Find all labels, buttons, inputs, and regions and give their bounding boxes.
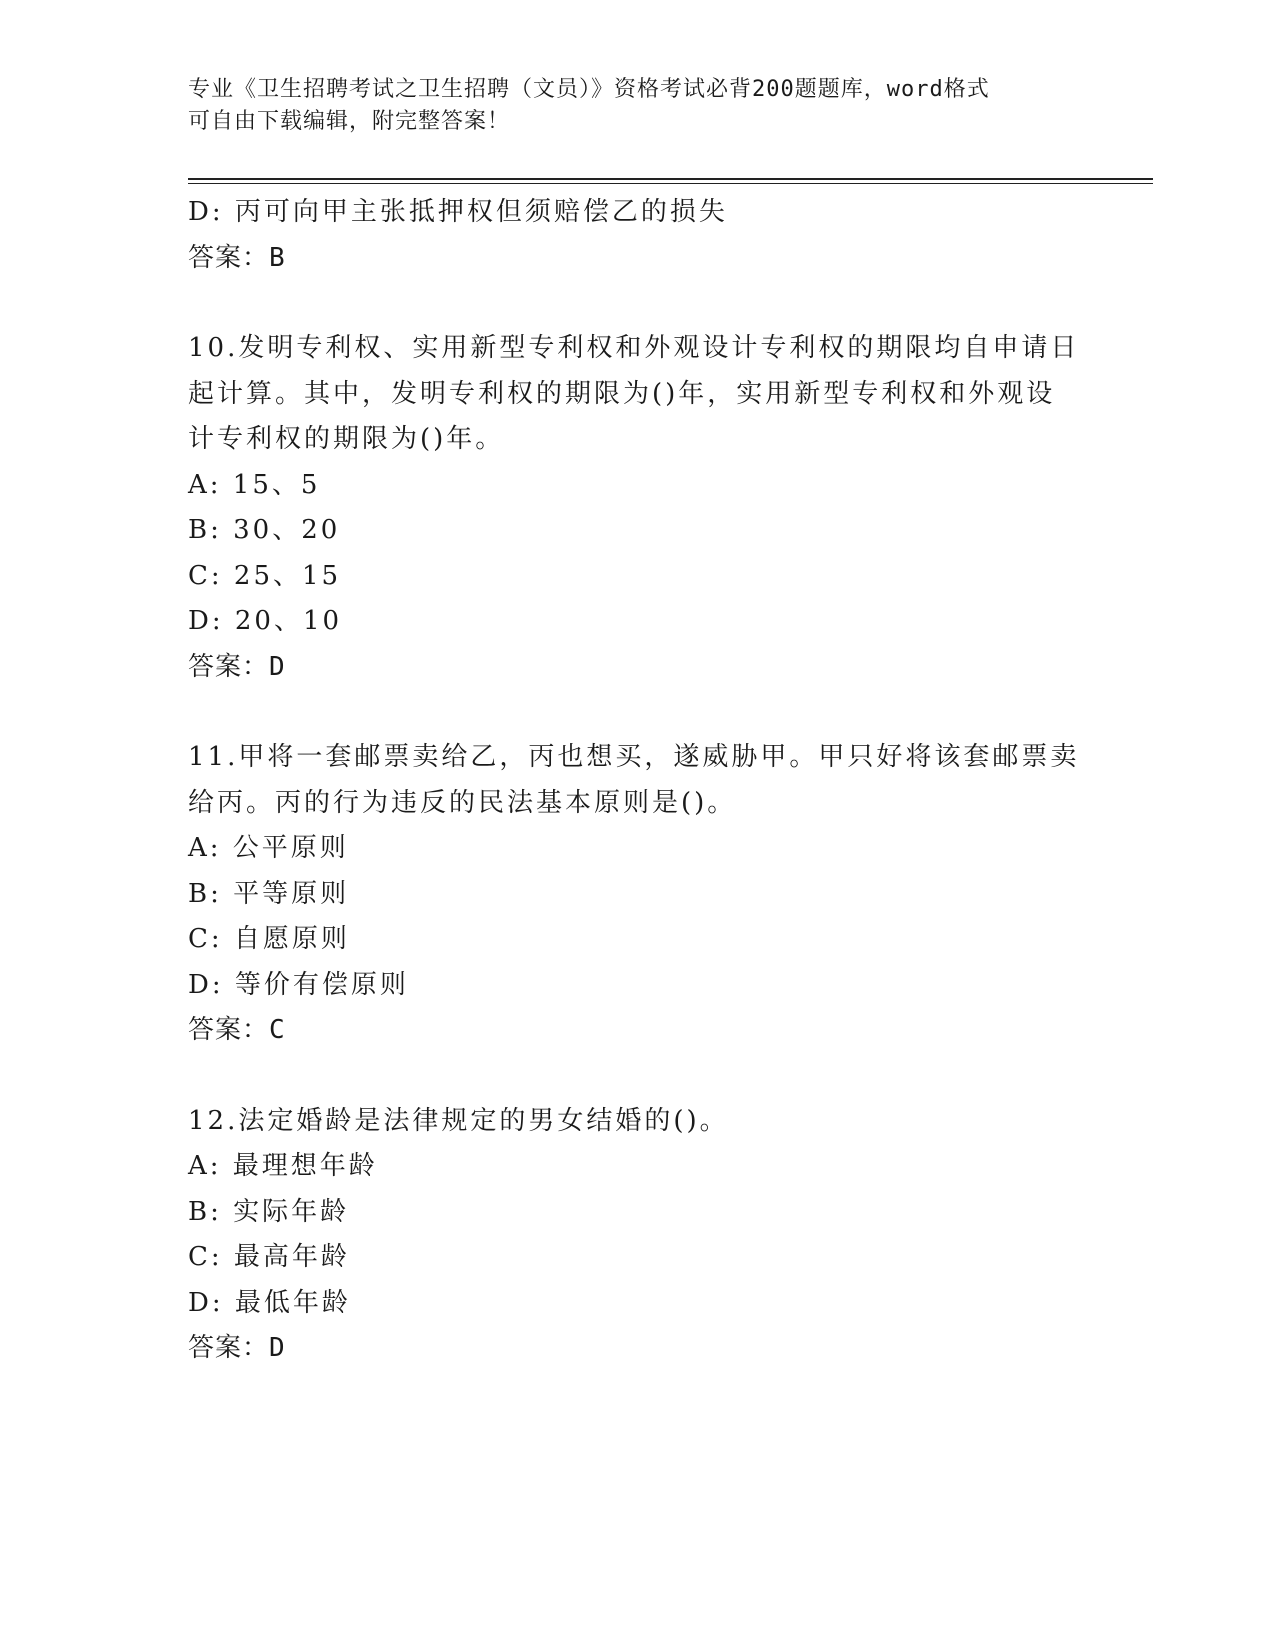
option-d: D: 丙可向甲主张抵押权但须赔偿乙的损失: [188, 197, 728, 227]
answer: 答案：B: [188, 242, 286, 273]
question-stem-line: 12.法定婚龄是法律规定的男女结婚的()。: [188, 1105, 729, 1136]
header-rule-thin: [188, 183, 1153, 184]
option-b: B: 30、20: [188, 515, 341, 545]
question-stem-line: 给丙。丙的行为违反的民法基本原则是()。: [188, 787, 737, 818]
question-stem-line: 起计算。其中，发明专利权的期限为()年，实用新型专利权和外观设: [188, 378, 1056, 409]
option-c: C: 自愿原则: [188, 924, 350, 954]
question-prev: [188, 190, 1088, 281]
option-a: A: 15、5: [188, 469, 321, 500]
option-d: D: 等价有偿原则: [188, 969, 409, 1000]
answer: 答案：D: [188, 651, 286, 682]
option-d: D: 20、10: [188, 606, 343, 636]
header-line-2: 可自由下载编辑，附完整答案！: [188, 109, 511, 134]
option-c: C: 最高年龄: [188, 1242, 350, 1272]
question-spacer: [188, 1054, 1088, 1099]
question-11: [188, 735, 1088, 1054]
header-rule-thick: [188, 178, 1153, 180]
option-d: D: 最低年龄: [188, 1287, 351, 1318]
option-b: B: 平等原则: [188, 878, 350, 909]
question-spacer: [188, 690, 1088, 735]
question-stem-line: 计专利权的期限为()年。: [188, 424, 505, 454]
question-12: [188, 1099, 1088, 1372]
question-stem-line: 11.甲将一套邮票卖给乙，丙也想买，遂威胁甲。甲只好将该套邮票卖: [188, 742, 1080, 772]
option-a: A: 最理想年龄: [188, 1151, 378, 1181]
question-list: [188, 190, 1088, 1372]
answer: 答案：D: [188, 1333, 286, 1363]
document-header: [188, 74, 1088, 138]
answer: 答案：C: [188, 1015, 286, 1045]
question-10: [188, 326, 1088, 690]
option-a: A: 公平原则: [188, 833, 349, 863]
question-spacer: [188, 281, 1088, 326]
option-c: C: 25、15: [188, 560, 342, 591]
question-stem-line: 10.发明专利权、实用新型专利权和外观设计专利权的期限均自申请日: [188, 333, 1080, 363]
header-line-1: 专业《卫生招聘考试之卫生招聘（文员）》资格考试必背200题题库，word格式: [188, 77, 990, 102]
option-b: B: 实际年龄: [188, 1196, 350, 1227]
